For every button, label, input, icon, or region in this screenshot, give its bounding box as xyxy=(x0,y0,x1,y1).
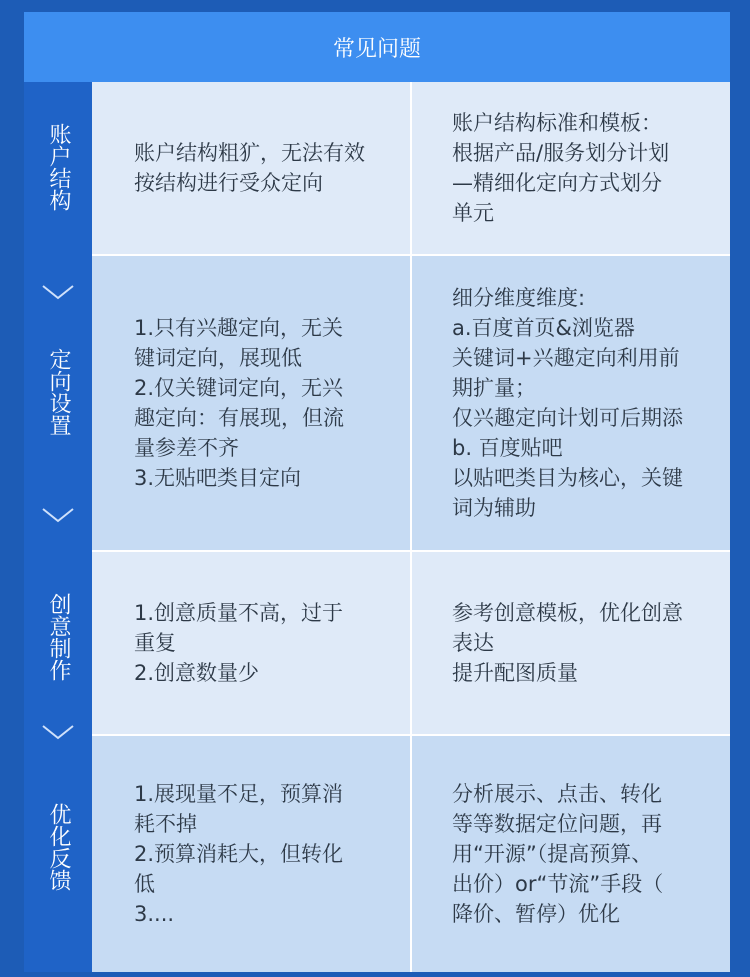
panel-title: 常见问题 xyxy=(24,12,730,82)
problem-cell: 账户结构粗犷，无法有效 按结构进行受众定向 xyxy=(92,82,410,254)
problem-cell: 1.展现量不足，预算消 耗不掉 2.预算消耗大，但转化 低 3.... xyxy=(92,736,410,972)
category-label-optimization: 优化反馈 xyxy=(46,803,71,891)
solution-cell: 细分维度维度: a.百度首页&浏览器 关键词+兴趣定向利用前 期扩量； 仅兴趣定向计划可后期添 b. 百度贴吧 以贴吧类目为核心，关键 词为辅助 xyxy=(412,256,730,550)
faq-table xyxy=(92,82,730,972)
category-label-creative: 创意制作 xyxy=(46,593,71,681)
chevron-down-icon xyxy=(40,282,76,302)
category-label-targeting: 定向设置 xyxy=(46,348,71,436)
chevron-down-icon xyxy=(40,722,76,742)
solution-cell: 参考创意模板，优化创意 表达 提升配图质量 xyxy=(412,552,730,734)
problem-cell: 1.创意质量不高，过于 重复 2.创意数量少 xyxy=(92,552,410,734)
faq-panel xyxy=(24,12,730,972)
solution-cell: 账户结构标准和模板： 根据产品/服务划分计划 —精细化定向方式划分 单元 xyxy=(412,82,730,254)
category-label-account-structure: 账户结构 xyxy=(46,123,71,211)
solution-cell: 分析展示、点击、转化 等等数据定位问题，再 用“开源”（提高预算、 出价）or“节流”手段（ 降价、暂停）优化 xyxy=(412,736,730,972)
problem-cell: 1.只有兴趣定向，无关 键词定向，展现低 2.仅关键词定向，无兴 趣定向：有展现，但流 量参差不齐 3.无贴吧类目定向 xyxy=(92,256,410,550)
category-column xyxy=(24,82,92,972)
chevron-down-icon xyxy=(40,505,76,525)
